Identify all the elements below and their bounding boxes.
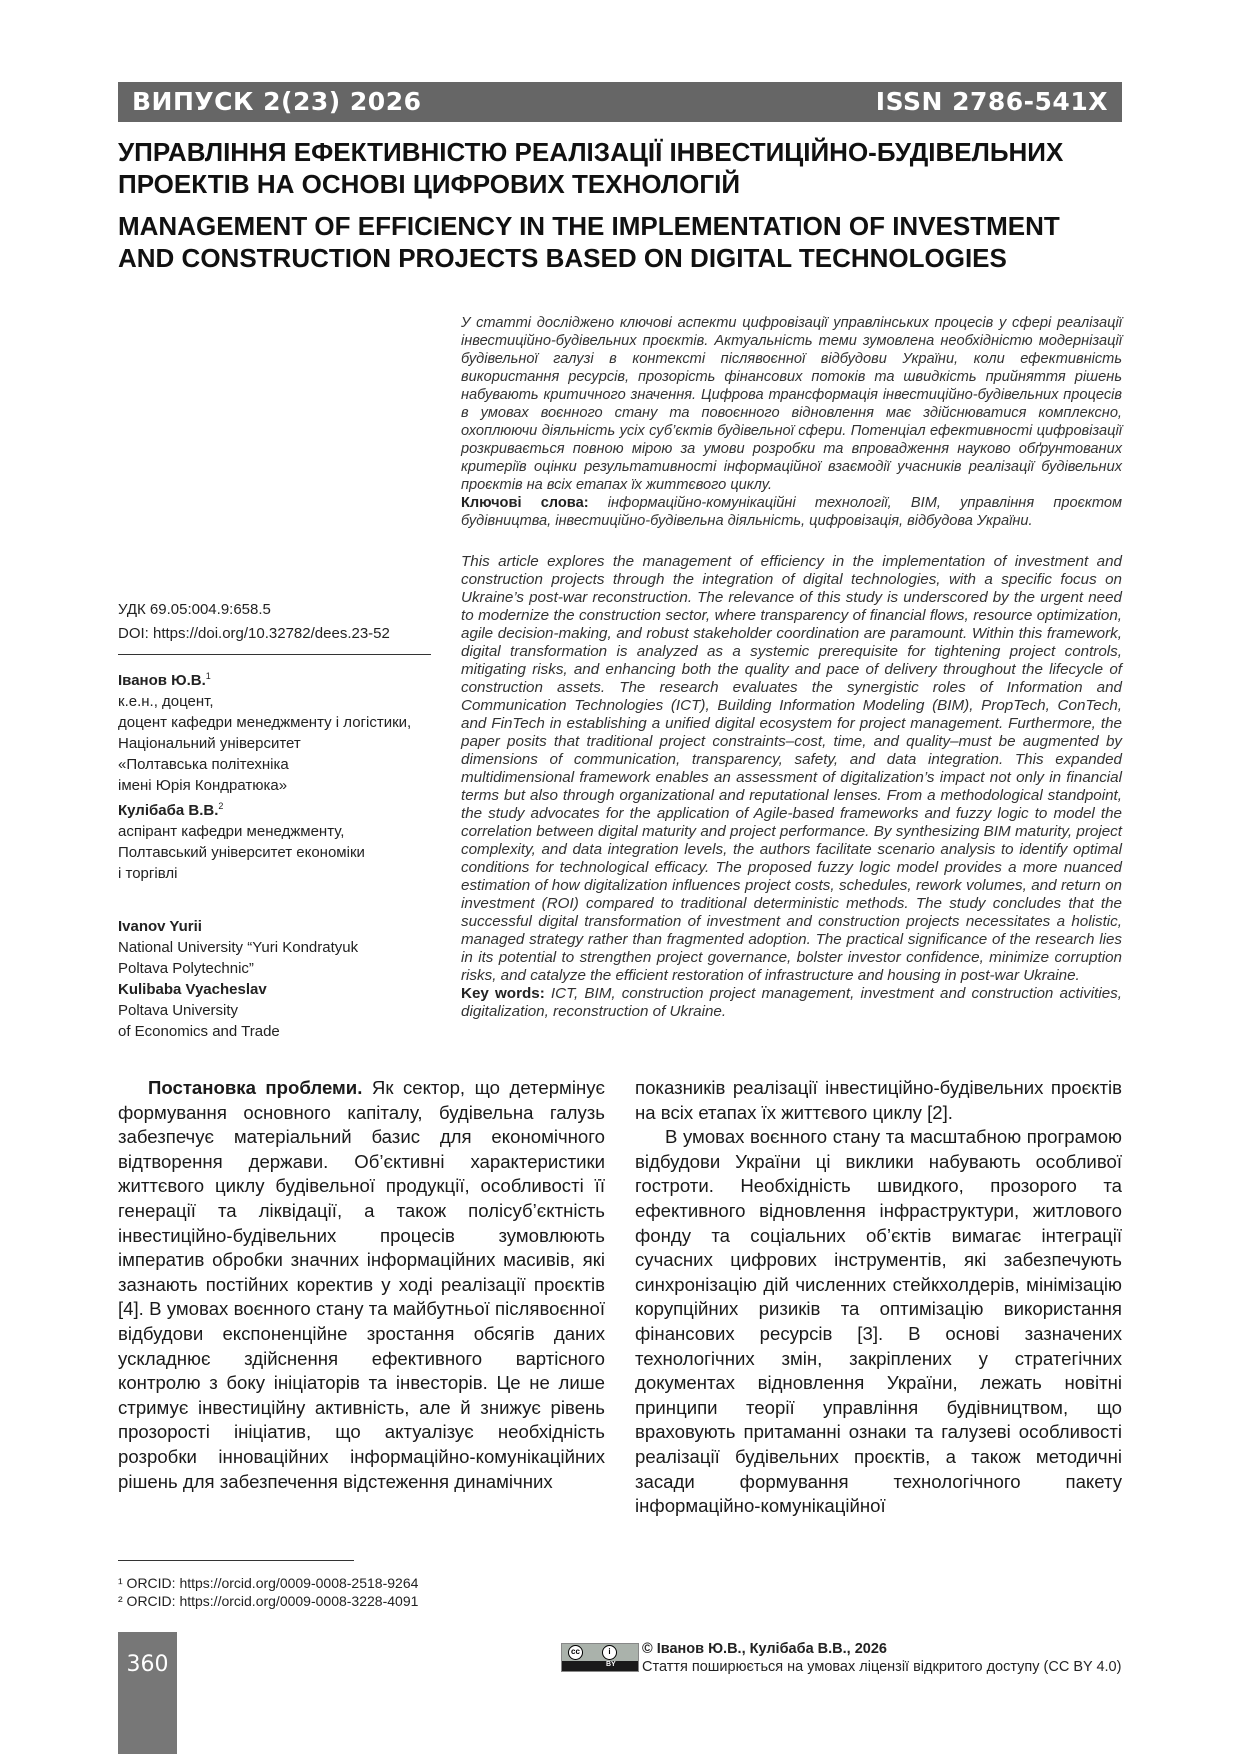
footnote-1[interactable]: ¹ ORCID: https://orcid.org/0009-0008-2518-9264 (118, 1575, 419, 1591)
author2-sup: 2 (218, 801, 224, 811)
section-lead: Постановка проблеми. (148, 1077, 363, 1098)
page-number-box (118, 1632, 177, 1754)
license-note: Стаття поширюється на умовах ліцензії відкритого доступу (CC BY 4.0) (642, 1659, 1122, 1675)
author2-line-en: of Economics and Trade (118, 1023, 280, 1040)
authors-en (118, 916, 448, 1042)
page-number: 360 (126, 1652, 169, 1677)
abstract-ua-text: У статті досліджено ключові аспекти цифровізації управлінських процесів у сфері реалізації інвестиційно-будівельних проєктів. Актуальність теми зумовлена необхідністю модернізації будівельної галузі в контексті післявоєнної відбудови України, коли ефективність використання ресурсів, прозорість фінансових потоків та швидкість прийняття рішень набувають критичного значення. Цифрова трансформація інвестиційно-будівельних процесів в умовах воєнного стану та повоєнного відновлення має здійснюватися комплексно, охоплюючи діяльність усіх суб’єктів будівельної сфери. Потенціал ефективності цифровізації розкривається повною мірою за умови розробки та впровадження науково обґрунтованих критеріїв оцінки результативності інформаційної взаємодії учасників реалізації будівельних проєктів на всіх етапах їх життєвого циклу. (461, 315, 1122, 493)
keywords-ua-label: Ключові слова: (461, 495, 589, 511)
meta-divider (118, 654, 431, 655)
body-column-left (118, 1076, 605, 1494)
udc-code: УДК 69.05:004.9:658.5 (118, 601, 271, 618)
article-meta (118, 598, 390, 646)
doi-link[interactable]: DOI: https://doi.org/10.32782/dees.23-52 (118, 625, 390, 642)
author2-line: Полтавський університет економіки (118, 844, 365, 861)
author1-name-ua: Іванов Ю.В. (118, 672, 206, 689)
issue-label: ВИПУСК 2(23) 2026 (132, 87, 422, 116)
cc-icon: cc (568, 1645, 583, 1660)
footnotes (118, 1574, 418, 1610)
body-paragraph: показників реалізації інвестиційно-будівельних проєктів на всіх етапах їх життєвого циклу [2]. (635, 1077, 1122, 1123)
journal-header (118, 82, 1122, 122)
authors-ua (118, 666, 448, 884)
cc-by-license-icon[interactable] (561, 1643, 639, 1672)
footnote-2[interactable]: ² ORCID: https://orcid.org/0009-0008-3228-4091 (118, 1593, 419, 1609)
keywords-en: ICT, BIM, construction project management, investment and construction activities, digitalization, reconstruction of Ukraine. (461, 985, 1122, 1020)
abstract-en-text: This article explores the management of efficiency in the implementation of investment and construction projects through the integration of digital technologies, with a specific focus on Ukraine’s post-war reconstruction. The relevance of this study is underscored by the urgent need to modernize the construction sector, where transparency of financial flows, resource optimization, agile decision-making, and robust stakeholder coordination are paramount. Within this framework, digital transformation is analyzed as a systemic prerequisite for tightening project controls, mitigating risks, and enhancing both the quality and pace of delivery throughout the lifecycle of construction assets. The research evaluates the synergistic roles of Information and Communication Technologies (ICT), Building Information Modeling (BIM), PropTech, ConTech, and FinTech in establishing a unified digital ecosystem for project management. Furthermore, the paper posits that traditional project constraints–cost, time, and quality–must be augmented by dimensions of communication, transparency, safety, and data integration. This expanded multidimensional framework enables an assessment of digitalization’s impact not only in financial terms but also through organizational and reputational lenses. From a methodological standpoint, the study advocates for the application of Agile-based frameworks and fuzzy logic to model the correlation between digital maturity and project performance. By synthesizing BIM maturity, project complexity, and data integration levels, the authors facilitate scenario analysis to identify optimal conditions for technological efficacy. The proposed fuzzy logic model provides a more nuanced estimation of how digitalization influences project costs, schedules, rework volumes, and return on investment (ROI) compared to traditional deterministic methods. The study concludes that the successful digital transformation of investment and construction projects necessitates a holistic, managed strategy rather than fragmented adoption. The practical significance of the research lies in its potential to strengthen project governance, bolster investor confidence, minimize corruption risks, and catalyze the efficient restoration of infrastructure and housing in post-war Ukraine. (461, 553, 1122, 984)
body-column-right (635, 1076, 1122, 1519)
author2-name-en: Kulibaba Vyacheslav (118, 981, 267, 998)
body-text: Як сектор, що детермінує формування основного капіталу, будівельна галузь забезпечує матеріальний базис для економічного відтворення держави. Об’єктивні характеристики життєвого циклу будівельної продукції, особливості її генерації та ліквідації, а також полісуб’єктність інвестиційно-будівельних процесів зумовлюють імператив обробки значних інформаційних масивів, які зазнають постійних коректив у ході реалізації проєктів [4]. В умовах воєнного стану та майбутньої післявоєнної відбудови експоненційне зростання обсягів даних ускладнює здійснення ефективного вартісного контролю з боку ініціаторів та інвесторів. Це не лише стримує інвестиційну активність, але й знижує рівень прозорості ініціатив, що актуалізує необхідність розробки інноваційних інформаційно-комунікаційних рішень для забезпечення відстеження динамічних (118, 1077, 606, 1492)
author1-line-en: National University “Yuri Kondratyuk (118, 939, 359, 956)
author1-line: імені Юрія Кондратюка» (118, 777, 288, 794)
author1-line: доцент кафедри менеджменту і логістики, (118, 714, 412, 731)
author1-sup: 1 (205, 671, 211, 681)
keywords-en-label: Key words: (461, 985, 545, 1002)
attribution-icon: i (602, 1645, 617, 1660)
author2-name-ua: Кулібаба В.В. (118, 802, 219, 819)
author2-line: аспірант кафедри менеджменту, (118, 823, 345, 840)
keywords-ua: інформаційно-комунікаційні технології, BIM, управління проєктом будівництва, інвестиційно-будівельна діяльність, цифровізація, відбудова України. (461, 495, 1122, 529)
author2-line-en: Poltava University (118, 1002, 239, 1019)
abstract-en (461, 553, 1122, 1021)
copyright-line: © Іванов Ю.В., Кулібаба В.В., 2026 (642, 1641, 887, 1657)
author1-line-en: Poltava Polytechnic” (118, 960, 254, 977)
author1-name-en: Ivanov Yurii (118, 918, 202, 935)
abstract-ua (461, 314, 1122, 530)
author2-line: і торгівлі (118, 865, 178, 882)
body-paragraph: В умовах воєнного стану та масштабною програмою відбудови України ці виклики набувають особливої гостроти. Необхідність швидкого, прозорого та ефективного відновлення інфраструктури, житлового фонду та соціальних об’єктів вимагає інтеграції сучасних цифрових інструментів, які забезпечують синхронізацію дій численних стейкхолдерів, мінімізацію корупційних ризиків та оптимізацію використання фінансових ресурсів [3]. В основі зазначених технологічних змін, закріплених у стратегічних документах відновлення України, лежать новітні принципи теорії управління будівництвом, що враховують притаманні ознаки та галузеві особливості реалізації будівельних проєктів, а також методичні засади формування технологічного пакету інформаційно-комунікаційної (635, 1126, 1122, 1517)
copyright-block (642, 1640, 1121, 1676)
issn-label: ISSN 2786-541X (875, 87, 1108, 116)
article-title-ua: УПРАВЛІННЯ ЕФЕКТИВНІСТЮ РЕАЛІЗАЦІЇ ІНВЕСТИЦІЙНО-БУДІВЕЛЬНИХ ПРОЕКТІВ НА ОСНОВІ ЦИФРОВИХ ТЕХНОЛОГІЙ (118, 137, 1064, 199)
author1-line: Національний університет (118, 735, 301, 752)
body-paragraph (118, 1076, 605, 1494)
article-title-en: MANAGEMENT OF EFFICIENCY IN THE IMPLEMENTATION OF INVESTMENT AND CONSTRUCTION PROJECTS BASED ON DIGITAL TECHNOLOGIES (118, 211, 1060, 273)
author1-line: к.е.н., доцент, (118, 693, 214, 710)
footnote-divider (118, 1560, 354, 1561)
author1-line: «Полтавська політехніка (118, 756, 289, 773)
by-label: BY (606, 1661, 616, 1668)
